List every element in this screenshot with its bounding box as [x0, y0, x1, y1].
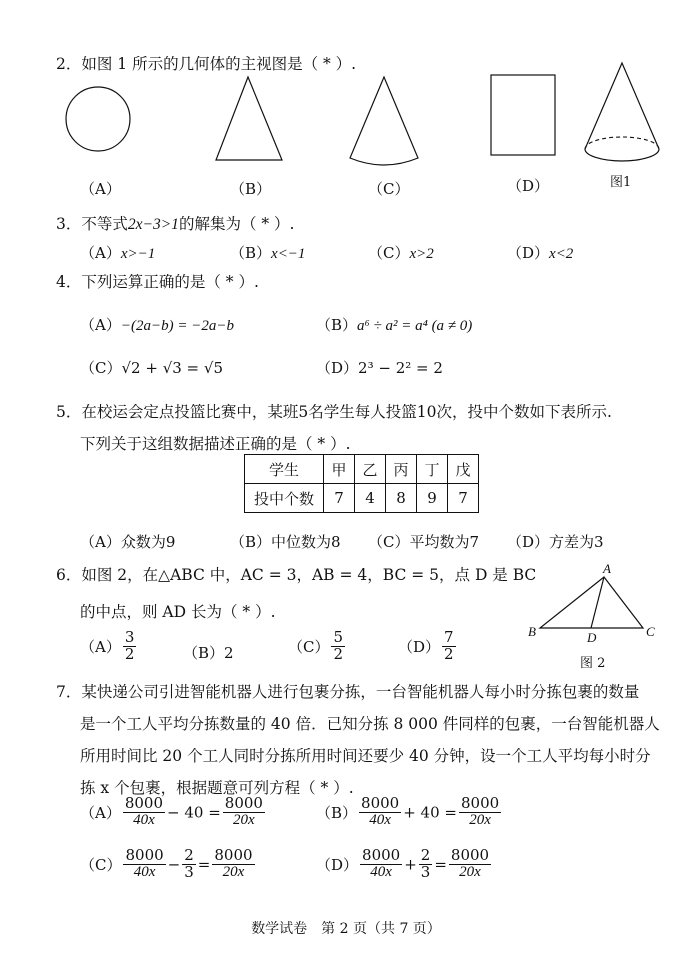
q4-option-d: （D）2³ − 2² = 2 — [316, 359, 443, 377]
table-header-cell: 甲 — [324, 455, 355, 484]
point-b-label: B — [528, 624, 536, 639]
table-cell: 7 — [324, 484, 355, 513]
q6-stem-line2: 的中点，则 AD 长为（ * ）. — [80, 603, 276, 621]
figure1-caption: 图1 — [610, 175, 632, 190]
q3-stem-post: 的解集为（ * ）. — [178, 215, 295, 233]
table-header-cell: 学生 — [245, 455, 324, 484]
q3-stem-expr: 2x−3>1 — [127, 216, 179, 233]
point-c-label: C — [646, 624, 655, 639]
q4-option-c: （C）√2 + √3 = √5 — [80, 359, 223, 377]
q5-stem-line2: 下列关于这组数据描述正确的是（ * ）. — [80, 435, 351, 453]
q7-option-d: （D） $\frac{8000}{40x}$ + $\frac{2}{3}$ = $\frac{8000}{20x}$ — [316, 846, 490, 881]
figure2-caption: 图 2 — [580, 656, 606, 671]
q7-stem-line4: 拣 x 个包裹，根据题意可列方程（ * ）. — [80, 779, 354, 797]
q7-option-c: （C） $\frac{8000}{40x}$ − $\frac{2}{3}$ = $\frac{8000}{20x}$ — [80, 846, 253, 881]
q2-stem: 2．如图 1 所示的几何体的主视图是（ * ）. — [56, 55, 357, 73]
q2-option-c: （C） — [368, 180, 410, 198]
q5-option-a: （A）众数为9 — [80, 533, 176, 551]
q2-option-a: （A） — [80, 180, 121, 198]
q5-stem-line1: 5．在校运会定点投篮比赛中，某班5名学生每人投篮10次，投中个数如下表所示. — [56, 403, 612, 421]
q3-option-a: （A）x>−1 — [80, 244, 156, 262]
table-cell: 4 — [355, 484, 386, 513]
table-cell: 9 — [417, 484, 448, 513]
q5-option-d: （D）方差为3 — [507, 533, 604, 551]
q3-option-c: （C）x>2 — [368, 244, 434, 262]
page-footer: 数学试卷 第 2 页（共 7 页） — [251, 921, 441, 937]
q3-option-b: （B）x<−1 — [230, 244, 306, 262]
q6-option-c: （C） $\frac{5}{2}$ — [288, 628, 344, 663]
q7-stem-line3: 所用时间比 20 个工人同时分拣所用时间还要少 40 分钟，设一个工人平均每小时分 — [80, 747, 651, 765]
q6-stem-line1: 6．如图 2，在△ABC 中，AC = 3，AB = 4，BC = 5，点 D 是 BC — [56, 566, 537, 584]
table-header-cell: 丙 — [386, 455, 417, 484]
q4-option-a: （A）−(2a−b) = −2a−b — [80, 316, 234, 334]
q5-option-b: （B）中位数为8 — [230, 533, 341, 551]
point-a-label: A — [603, 561, 611, 576]
point-d-label: D — [587, 630, 597, 645]
q3-stem-pre: 3．不等式 — [56, 215, 128, 233]
q2-option-b: （B） — [230, 180, 272, 198]
table-cell: 7 — [448, 484, 479, 513]
table-header-cell: 乙 — [355, 455, 386, 484]
q4-stem: 4．下列运算正确的是（ * ）. — [56, 273, 259, 291]
table-header-cell: 戊 — [448, 455, 479, 484]
q6-option-b: （B）2 — [183, 644, 234, 662]
q6-option-a: （A） $\frac{3}{2}$ — [80, 628, 135, 663]
q2-option-d: （D） — [507, 177, 550, 195]
q5-option-c: （C）平均数为7 — [368, 533, 480, 551]
table-cell: 投中个数 — [245, 484, 324, 513]
q7-stem-line2: 是一个工人平均分拣数量的 40 倍．已知分拣 8 000 件同样的包裹，一台智能机器人 — [80, 715, 660, 733]
q4-option-b: （B）a⁶ ÷ a² = a⁴ (a ≠ 0) — [316, 316, 473, 334]
table-cell: 8 — [386, 484, 417, 513]
q7-option-b: （B） $\frac{8000}{40x}$ + 40 = $\frac{8000}{20x}$ — [316, 794, 500, 828]
q7-stem-line1: 7．某快递公司引进智能机器人进行包裹分拣，一台智能机器人每小时分拣包裹的数量 — [56, 683, 640, 701]
q3-option-d: （D）x<2 — [507, 244, 574, 262]
q7-option-a: （A） $\frac{8000}{40x}$ − 40 = $\frac{8000}{20x}$ — [80, 794, 263, 828]
q6-option-d: （D） $\frac{7}{2}$ — [398, 628, 454, 663]
table-header-cell: 丁 — [417, 455, 448, 484]
